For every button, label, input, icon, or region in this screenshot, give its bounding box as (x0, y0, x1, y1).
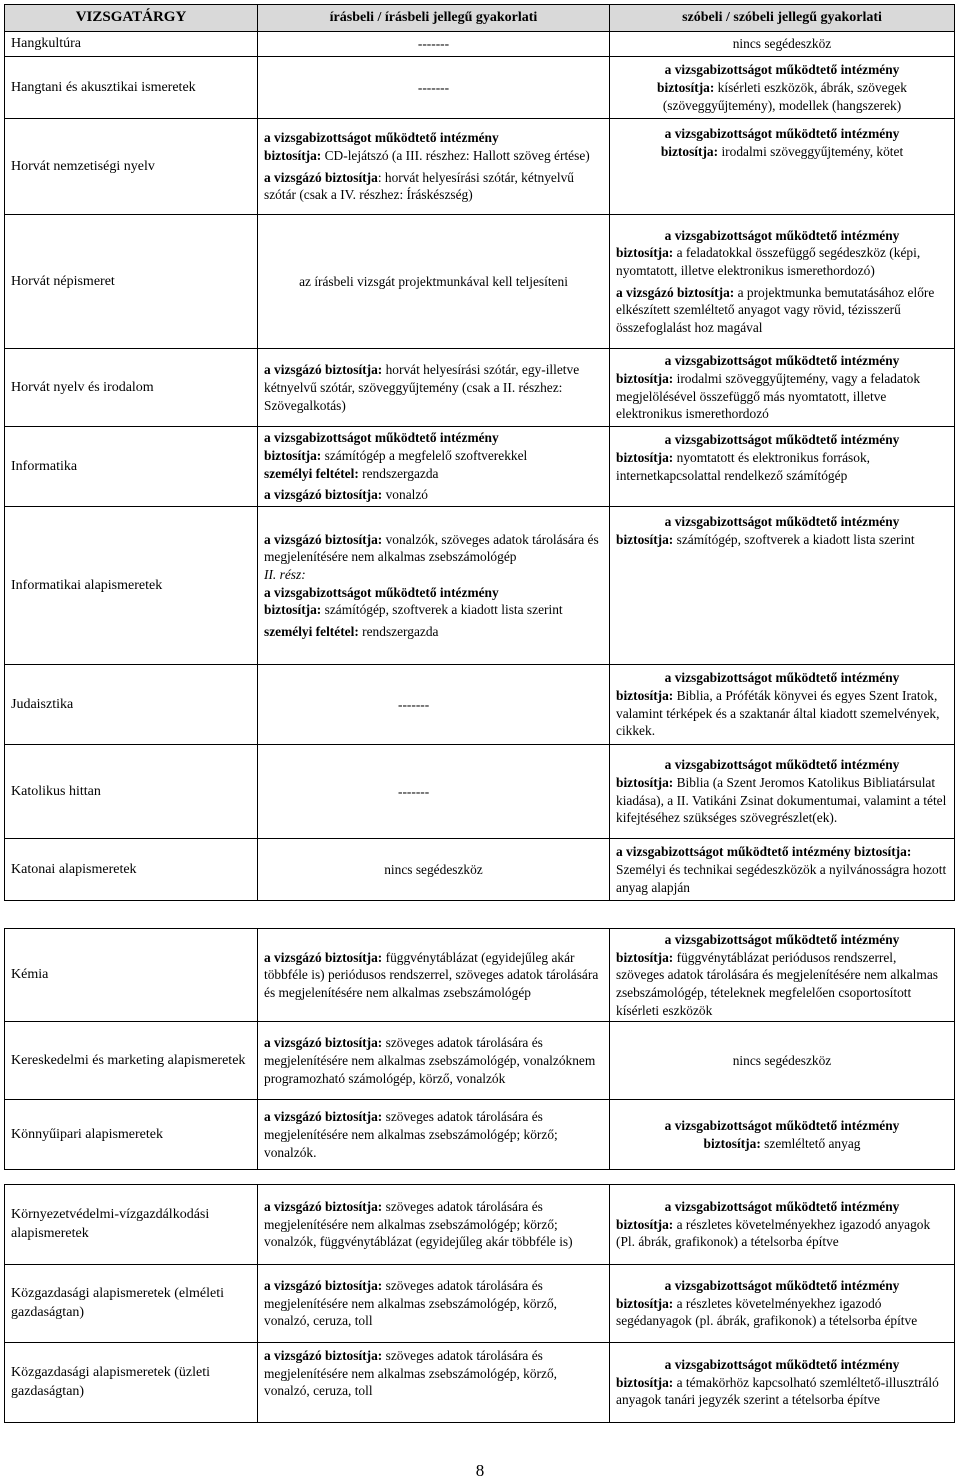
aid-text: Biblia (a Szent Jeromos Katolikus Bibliatársulat kiadása), a II. Vatikáni Zsinat dokumentumai, valamint a tétel kifejtéséhez szükséges szövegrészlet(ek). (616, 775, 947, 826)
subject-cell: Horvát nyelv és irodalom (5, 349, 258, 427)
provider-label: a vizsgabizottságot működtető intézmény (264, 584, 499, 600)
provider-label: a vizsgabizottságot működtető intézmény (664, 757, 900, 773)
provider-label: személyi feltétel: (264, 624, 359, 640)
table-row (5, 1185, 955, 1265)
provider-label: biztosítja: (657, 79, 715, 95)
aid-text: rendszergazda (358, 465, 439, 481)
aid-text: a részletes követelményekhez igazodó anyagok (Pl. ábrák, grafikonok) a tételsorba építve (616, 1216, 931, 1250)
subject-cell: Informatika (5, 427, 258, 507)
provider-label: biztosítja: (616, 531, 674, 547)
oral-cell (610, 839, 955, 901)
aid-text: vonalzók, szöveges adatok tárolására és megjelenítésére nem alkalmas zsebszámológép (264, 531, 599, 565)
provider-label: a vizsgabizottságot működtető intézmény (664, 670, 900, 686)
aid-text: a feladatokkal összefüggő segédeszköz (képi, nyomtatott, illetve elektronikus ismerethordozó) (616, 245, 921, 279)
written-cell: az írásbeli vizsgát projektmunkával kell teljesíteni (258, 215, 610, 349)
oral-cell (610, 427, 955, 507)
written-cell: ------- (258, 57, 610, 119)
oral-cell: nincs segédeszköz (610, 1022, 955, 1100)
provider-label: a vizsgázó biztosítja: (264, 487, 383, 503)
provider-label: a vizsgabizottságot működtető intézmény (664, 353, 900, 369)
aid-text: : horvát helyesírási szótár, kétnyelvű szótár (csak a IV. részhez: Íráskészség) (264, 169, 574, 203)
table-row (5, 745, 955, 839)
aids-table-part1 (4, 4, 955, 901)
aid-text: irodalmi szöveggyűjtemény, kötet (718, 143, 904, 159)
written-cell: ------- (258, 665, 610, 745)
written-cell (258, 119, 610, 215)
aid-text: irodalmi szöveggyűjtemény, vagy a feladatok megjelölésével összefüggő más nyomtatott, illetve elektronikus ismerethordozó (616, 371, 921, 422)
provider-label: biztosítja: (616, 688, 674, 704)
provider-label: a vizsgabizottságot működtető intézmény (664, 932, 900, 947)
provider-label: biztosítja: (616, 371, 674, 387)
aid-text: a témakörhöz kapcsolható szemléltető-illusztráló anyagok tanári jegyzék szerint a tételsorba építve (616, 1374, 939, 1408)
oral-cell (610, 349, 955, 427)
provider-label: a vizsgázó biztosítja: (264, 531, 383, 547)
aid-text: szöveges adatok tárolására és megjelenítésére nem alkalmas zsebszámológép; körző; vonalzók, függvénytáblázat (egyidejűleg akár többféle is) (264, 1198, 573, 1250)
provider-label: a vizsgázó biztosítja: (616, 284, 735, 300)
header-oral: szóbeli / szóbeli jellegű gyakorlati (610, 5, 955, 32)
table-row (5, 839, 955, 901)
subject-cell: Horvát nemzetiségi nyelv (5, 119, 258, 215)
provider-label: a vizsgázó biztosítja: (264, 1109, 383, 1125)
oral-cell (610, 745, 955, 839)
table-row (5, 1343, 955, 1423)
part-label: II. rész: (264, 567, 306, 583)
subject-cell: Horvát népismeret (5, 215, 258, 349)
provider-label: a vizsgabizottságot működtető intézmény (664, 227, 900, 243)
subject-cell: Közgazdasági alapismeretek (elméleti gazdaságtan) (5, 1265, 258, 1343)
oral-cell (610, 1185, 955, 1265)
provider-label: biztosítja: (616, 245, 674, 261)
aids-table-part3 (4, 1184, 955, 1423)
provider-label: személyi feltétel: (264, 465, 359, 481)
aid-text: a részletes követelményekhez igazodó segédanyagok (pl. ábrák, grafikonok) a tételsorba építve (616, 1295, 918, 1329)
aid-text: számítógép, szoftverek a kiadott lista szerint (673, 531, 915, 547)
subject-cell: Judaisztika (5, 665, 258, 745)
written-cell (258, 427, 610, 507)
provider-label: biztosítja: (616, 1374, 674, 1390)
aid-text: szöveges adatok tárolására és megjelenítésére nem alkalmas zsebszámológép, vonalzóknem programozható számológép, körző, vonalzók (264, 1035, 596, 1086)
aid-text: rendszergazda (358, 624, 439, 640)
provider-label: biztosítja: (616, 775, 674, 791)
subject-cell: Katonai alapismeretek (5, 839, 258, 901)
subject-cell: Könnyűipari alapismeretek (5, 1100, 258, 1170)
table-row (5, 665, 955, 745)
table-row (5, 1265, 955, 1343)
written-cell (258, 507, 610, 665)
provider-label: a vizsgázó biztosítja: (264, 1035, 383, 1051)
table-row (5, 349, 955, 427)
provider-label: a vizsgabizottságot működtető intézmény (664, 62, 900, 78)
provider-label: a vizsgabizottságot működtető intézmény (664, 1277, 900, 1293)
aid-text: vonalzó (382, 487, 429, 503)
provider-label: biztosítja: (616, 1295, 674, 1311)
provider-label: biztosítja: (264, 448, 322, 464)
table-row (5, 507, 955, 665)
written-cell: nincs segédeszköz (258, 839, 610, 901)
provider-label: biztosítja: (264, 148, 322, 164)
aid-text: szöveges adatok tárolására és megjelenítésére nem alkalmas zsebszámológép, körző, vonalzó, ceruza, toll (264, 1277, 557, 1329)
provider-label: a vizsgabizottságot működtető intézmény (664, 1118, 900, 1134)
table-row (5, 119, 955, 215)
oral-cell (610, 929, 955, 1022)
oral-cell (610, 57, 955, 119)
oral-cell: nincs segédeszköz (610, 31, 955, 56)
written-cell (258, 1185, 610, 1265)
written-cell (258, 1343, 610, 1423)
aid-text: számítógép, szoftverek a kiadott lista szerint (321, 602, 563, 618)
aid-text: nyomtatott és elektronikus források, internetkapcsolattal rendelkező számítógép (616, 449, 871, 483)
provider-label: a vizsgabizottságot működtető intézmény (664, 1356, 900, 1372)
header-row (5, 5, 955, 32)
subject-cell: Kémia (5, 929, 258, 1022)
table-row (5, 1022, 955, 1100)
provider-label: a vizsgázó biztosítja: (264, 362, 383, 378)
subject-cell: Közgazdasági alapismeretek (üzleti gazdaságtan) (5, 1343, 258, 1423)
oral-cell (610, 1265, 955, 1343)
provider-label: biztosítja: (660, 143, 719, 159)
header-subject: VIZSGATÁRGY (5, 5, 258, 32)
aids-table-part2 (4, 928, 955, 1170)
subject-cell: Környezetvédelmi-vízgazdálkodási alapismeretek (5, 1185, 258, 1265)
aid-text: szöveges adatok tárolására és megjelenítésére nem alkalmas zsebszámológép, körző, vonalzó, ceruza, toll (264, 1348, 557, 1399)
written-cell (258, 1100, 610, 1170)
aid-text: függvénytáblázat (egyidejűleg akár többféle is) periódusos rendszerrel, szöveges adatok tárolására és megjelenítésére nem alkalmas zsebszámológép (264, 949, 599, 1001)
provider-label: biztosítja: (616, 1216, 674, 1232)
provider-label: biztosítja: (616, 449, 674, 465)
provider-label: a vizsgabizottságot működtető intézmény biztosítja: (616, 844, 912, 860)
aid-text: szöveges adatok tárolására és megjelenítésére nem alkalmas zsebszámológép; körző; vonalzók. (264, 1109, 558, 1160)
subject-cell: Informatikai alapismeretek (5, 507, 258, 665)
page-number: 8 (475, 1461, 485, 1480)
table-row (5, 1100, 955, 1170)
subject-cell: Kereskedelmi és marketing alapismeretek (5, 1022, 258, 1100)
written-cell (258, 929, 610, 1022)
aid-text: kísérleti eszközök, ábrák, szövegek (szöveggyűjtemény), modellek (hangszerek) (662, 79, 907, 113)
provider-label: a vizsgabizottságot működtető intézmény (664, 432, 900, 448)
table-row (5, 427, 955, 507)
aid-text: Biblia, a Próféták könyvei és egyes Szent Iratok, valamint térképek és a szaktanár által kiadott szemelvények, cikkek. (616, 688, 940, 739)
oral-cell (610, 1343, 955, 1423)
header-written: írásbeli / írásbeli jellegű gyakorlati (258, 5, 610, 32)
provider-label: a vizsgabizottságot működtető intézmény (664, 1198, 900, 1214)
oral-cell (610, 215, 955, 349)
written-cell: ------- (258, 31, 610, 56)
provider-label: a vizsgabizottságot működtető intézmény (264, 130, 499, 146)
aid-text: Személyi és technikai segédeszközök a nyilvánosságra hozott anyag alapján (616, 861, 947, 895)
provider-label: biztosítja: (616, 949, 674, 965)
table-row (5, 31, 955, 56)
table-row (5, 57, 955, 119)
provider-label: a vizsgázó biztosítja (264, 169, 378, 185)
aid-text: függvénytáblázat periódusos rendszerrel, szöveges adatok tárolására és megjelenítésére nem alkalmas zsebszámológép, tételeknek megfelelően csoportosított kísérleti eszközök (616, 949, 938, 1018)
aid-text: szemléltető anyag (760, 1135, 861, 1151)
oral-cell (610, 119, 955, 215)
subject-cell: Katolikus hittan (5, 745, 258, 839)
provider-label: a vizsgabizottságot működtető intézmény (664, 514, 900, 530)
subject-cell: Hangkultúra (5, 31, 258, 56)
provider-label: a vizsgabizottságot működtető intézmény (664, 126, 900, 142)
aid-text: számítógép a megfelelő szoftverekkel (321, 448, 528, 464)
oral-cell (610, 1100, 955, 1170)
written-cell (258, 1022, 610, 1100)
provider-label: a vizsgázó biztosítja: (264, 1277, 383, 1293)
written-cell (258, 349, 610, 427)
table-row (5, 215, 955, 349)
written-cell (258, 1265, 610, 1343)
oral-cell (610, 507, 955, 665)
table-row (5, 929, 955, 1022)
provider-label: a vizsgázó biztosítja: (264, 1348, 383, 1363)
written-cell: ------- (258, 745, 610, 839)
aid-text: CD-lejátszó (a III. részhez: Hallott szöveg értése) (321, 148, 590, 164)
aid-text: a projektmunka bemutatásához előre elkészített szemléltető anyagot vagy rövid, tézisszerű összefoglalást hoz magával (616, 284, 935, 336)
provider-label: biztosítja: (264, 602, 322, 618)
oral-cell (610, 665, 955, 745)
provider-label: a vizsgázó biztosítja: (264, 1198, 383, 1214)
provider-label: a vizsgabizottságot működtető intézmény (264, 430, 499, 446)
provider-label: biztosítja: (703, 1135, 761, 1151)
provider-label: a vizsgázó biztosítja: (264, 949, 383, 965)
aid-text: horvát helyesírási szótár, egy-illetve kétnyelvű szótár, szöveggyűjtemény (csak a II. részhez: Szövegalkotás) (264, 362, 580, 413)
subject-cell: Hangtani és akusztikai ismeretek (5, 57, 258, 119)
